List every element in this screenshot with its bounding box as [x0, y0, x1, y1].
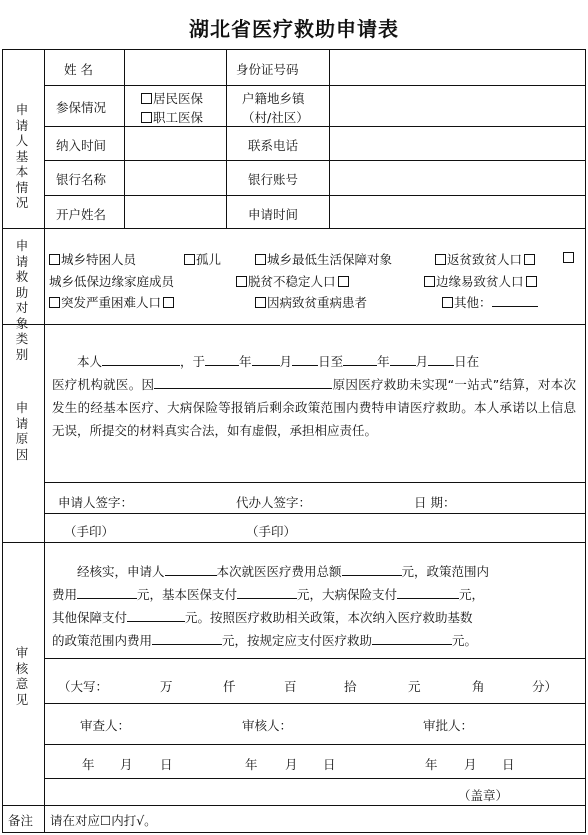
category-option-5[interactable]: [49, 272, 174, 290]
review-paragraph: [52, 560, 576, 652]
date-year: 年: [82, 757, 95, 772]
note-label: 备注: [8, 813, 34, 828]
unit-shi: 拾: [344, 679, 357, 694]
date-month: 月: [120, 757, 133, 772]
domicile-sublabel: （村/社区）: [242, 110, 309, 125]
reason-text: 日在: [454, 354, 480, 369]
auditor-label: 审核人：: [242, 718, 293, 733]
category-label: 脱贫不稳定人口: [248, 274, 336, 289]
category-label: 边缘易致贫人口: [436, 274, 524, 289]
unit-jiao: 角: [472, 679, 485, 694]
review-text: 元，大病保险支付: [297, 587, 398, 602]
checkbox-icon: [184, 254, 195, 265]
row-line: [44, 160, 586, 161]
review-text: 其他保障支付: [52, 610, 128, 625]
form-title: 湖北省医疗救助申请表: [189, 17, 399, 41]
category-label: 孤儿: [196, 252, 222, 267]
category-option-1[interactable]: [49, 250, 136, 268]
thumbprint-label: （手印）: [246, 524, 297, 539]
date-year: 年: [425, 757, 438, 772]
checkbox-icon: [255, 254, 266, 265]
phone-field[interactable]: [332, 129, 582, 158]
holder-name-label: 开户姓名: [56, 207, 107, 222]
date-year: 年: [245, 757, 258, 772]
end-day-blank[interactable]: [428, 353, 454, 366]
category-option-10[interactable]: [442, 293, 538, 311]
applicant-name-blank[interactable]: [102, 353, 180, 366]
row-line: [44, 513, 586, 514]
category-label: 因病致贫重病患者: [267, 295, 368, 310]
reason-text: ，于: [180, 354, 206, 369]
end-year-blank[interactable]: [343, 353, 377, 366]
review-text: 元，政策范围内: [401, 564, 490, 579]
name-field[interactable]: [127, 52, 224, 83]
border-top: [2, 49, 586, 50]
col-line: [124, 49, 125, 229]
review-text: 元，: [459, 587, 485, 602]
bank-name-field[interactable]: [127, 163, 224, 193]
review-text: 本次就医医疗费用总额: [216, 564, 342, 579]
checkbox-icon: [255, 297, 266, 308]
note-text: 请在对应☐内打√。: [50, 813, 157, 828]
start-year-blank[interactable]: [205, 353, 239, 366]
checkbox-icon: [49, 297, 60, 308]
reason-text: 结算，对本次发生的经基本医疗、大病保险等报销后剩余政策范围内费特申请医疗救助。本人承诺以上信息无误，所提交的材料真实合法，如有虚假，承担相应责任。: [52, 377, 576, 438]
reason-text: 日至: [318, 354, 344, 369]
divider-category: [2, 324, 586, 325]
id-number-field[interactable]: [332, 52, 582, 83]
bank-account-field[interactable]: [332, 163, 582, 193]
category-option-extra[interactable]: [563, 250, 575, 265]
checkbox-icon: [141, 93, 152, 104]
enroll-time-field[interactable]: [127, 129, 224, 158]
category-option-2[interactable]: [184, 250, 221, 268]
category-label: 突发严重困难人口: [61, 295, 162, 310]
category-label: 返贫致贫人口: [447, 252, 523, 267]
enroll-time-label: 纳入时间: [56, 138, 107, 153]
date-day: 日: [502, 757, 515, 772]
bank-name-label: 银行名称: [56, 172, 107, 187]
approver-label: 审批人：: [423, 718, 474, 733]
unit-yuan: 元: [408, 679, 421, 694]
category-label: 其他：: [454, 295, 492, 310]
reason-paragraph: [52, 350, 576, 442]
review-text: 元。按照医疗救助相关政策，本次纳入医疗救助基数: [185, 610, 473, 625]
basic-insurance-blank[interactable]: [237, 586, 297, 599]
col-line: [329, 49, 330, 229]
checkbox-icon: [526, 276, 537, 287]
checkbox-icon: [236, 276, 247, 287]
review-text: 经核实，申请人: [77, 564, 165, 579]
checker-label: 审查人：: [80, 718, 131, 733]
reason-text: 年: [239, 354, 252, 369]
unit-fen: 分）: [532, 679, 558, 694]
reason-text: 年: [377, 354, 390, 369]
unit-wan: 万: [160, 679, 173, 694]
insurance-resident-option[interactable]: [141, 89, 203, 107]
agent-signature-label: 代办人签字：: [236, 495, 312, 510]
seal-label: （盖章）: [458, 788, 509, 803]
category-label: 城乡低保边缘家庭成员: [49, 274, 175, 289]
insurance-employee-option[interactable]: [141, 108, 203, 126]
row-line: [44, 778, 586, 779]
category-option-3[interactable]: [255, 250, 392, 268]
review-applicant-blank[interactable]: [165, 563, 217, 576]
row-line: [44, 744, 586, 745]
applicant-signature-label: 申请人签字：: [58, 495, 134, 510]
insurance-resident-label: 居民医保: [153, 91, 204, 106]
bank-account-label: 银行账号: [248, 172, 299, 187]
critical-insurance-blank[interactable]: [397, 586, 459, 599]
row-line: [44, 126, 586, 127]
reason-text: 月: [279, 354, 293, 369]
policy-cost-blank[interactable]: [77, 586, 137, 599]
category-label: 城乡特困人员: [61, 252, 137, 267]
border-left: [2, 49, 3, 833]
checkbox-icon: [435, 254, 446, 265]
reason-blank[interactable]: [154, 376, 332, 389]
section-basic-label: 申请人基本情况: [15, 102, 29, 210]
col-line: [226, 49, 227, 229]
category-label: 城乡最低生活保障对象: [267, 252, 393, 267]
start-day-blank[interactable]: [292, 353, 318, 366]
divider-basic: [2, 228, 586, 229]
assist-amount-blank[interactable]: [372, 632, 452, 645]
thumbprint-label: （手印）: [64, 524, 115, 539]
total-cost-blank[interactable]: [342, 563, 402, 576]
other-category-blank[interactable]: [492, 294, 538, 307]
review-text: 的政策范围内费用: [52, 633, 153, 648]
divider-reason: [2, 542, 586, 543]
date-label: 日 期：: [414, 495, 456, 510]
start-month-blank[interactable]: [252, 353, 280, 366]
review-text: 元，基本医保支付: [137, 587, 238, 602]
apply-time-label: 申请时间: [248, 207, 299, 222]
checkbox-icon: [163, 297, 174, 308]
domicile-label: 户籍地乡镇: [242, 91, 305, 106]
category-option-8[interactable]: [49, 293, 175, 311]
other-payment-blank[interactable]: [127, 609, 185, 622]
name-label: 姓 名: [64, 62, 93, 77]
insurance-employee-label: 职工医保: [153, 110, 204, 125]
label-column-divider: [44, 49, 45, 833]
date-day: 日: [160, 757, 173, 772]
reason-text: 原因医疗救助未实现“一站式”: [332, 377, 500, 392]
category-option-7[interactable]: [424, 272, 538, 290]
domicile-field[interactable]: [332, 88, 582, 124]
end-month-blank[interactable]: [390, 353, 416, 366]
row-line: [44, 658, 586, 659]
assist-base-blank[interactable]: [152, 632, 222, 645]
border-bottom: [2, 832, 586, 833]
date-month: 月: [464, 757, 477, 772]
section-reason-label: 申请原因: [15, 400, 29, 462]
date-day: 日: [323, 757, 336, 772]
reason-text: 本人: [77, 354, 103, 369]
checkbox-icon: [563, 252, 574, 263]
category-option-6[interactable]: [236, 272, 350, 290]
holder-name-field[interactable]: [127, 198, 224, 226]
review-text: 元。: [452, 633, 478, 648]
unit-bai: 百: [284, 679, 297, 694]
row-line: [44, 85, 586, 86]
date-month: 月: [285, 757, 298, 772]
checkbox-icon: [524, 254, 535, 265]
phone-label: 联系电话: [248, 138, 299, 153]
checkbox-icon: [442, 297, 453, 308]
reason-text: 月: [415, 354, 429, 369]
checkbox-icon: [141, 112, 152, 123]
row-line: [44, 482, 586, 483]
reason-text: 医疗机构就医。因: [52, 377, 155, 392]
checkbox-icon: [338, 276, 349, 287]
insurance-label: 参保情况: [56, 100, 107, 115]
category-option-4[interactable]: [435, 250, 536, 268]
checkbox-icon: [49, 254, 60, 265]
amount-words-label: （大写：: [58, 679, 109, 694]
border-right: [585, 49, 586, 833]
review-text: 元，按规定应支付医疗救助: [222, 633, 373, 648]
category-option-9[interactable]: [255, 293, 367, 311]
row-line: [44, 195, 586, 196]
id-number-label: 身份证号码: [236, 62, 299, 77]
apply-time-field[interactable]: [332, 198, 582, 226]
review-text: 费用: [52, 587, 78, 602]
section-category-label: 申请救助对象类别: [15, 238, 29, 362]
section-review-label: 审核意见: [15, 645, 29, 707]
unit-qian: 仟: [223, 679, 236, 694]
checkbox-icon: [424, 276, 435, 287]
row-line: [44, 703, 586, 704]
divider-review: [2, 805, 586, 806]
